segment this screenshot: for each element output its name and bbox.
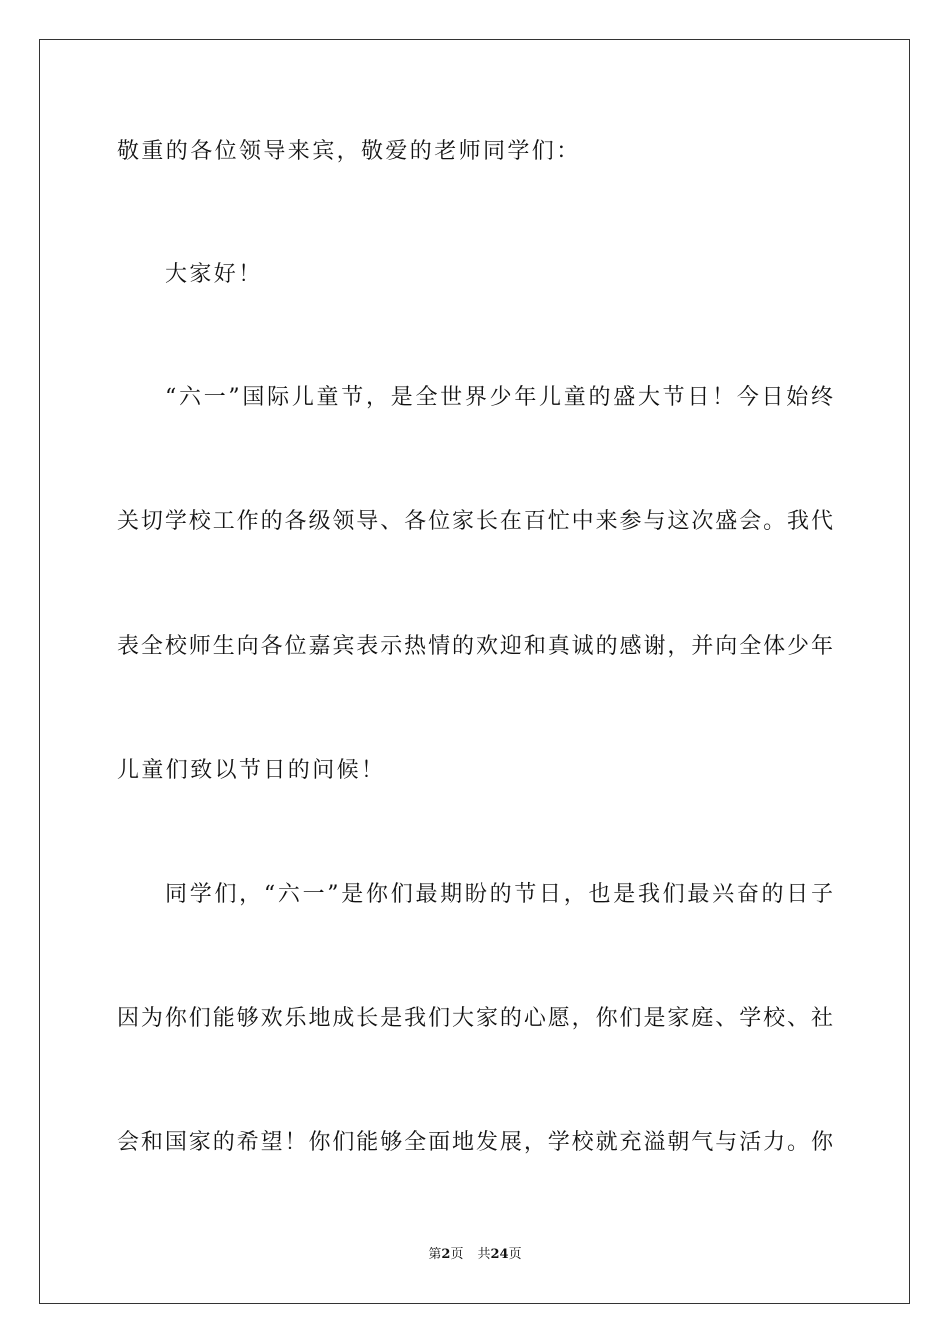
page-footer: [0, 1246, 950, 1264]
page-suffix: 页: [450, 1247, 464, 1262]
paragraph-2-line-2: 因为你们能够欢乐地成长是我们大家的心愿，你们是家庭、学校、社: [117, 1006, 833, 1031]
paragraph-2-line-3: 会和国家的希望！你们能够全面地发展，学校就充溢朝气与活力。你: [117, 1130, 833, 1155]
paragraph-1-line-2: 关切学校工作的各级领导、各位家长在百忙中来参与这次盛会。我代: [117, 509, 833, 534]
paragraph-2-line-1: 同学们，“六一”是你们最期盼的节日，也是我们最兴奋的日子: [165, 882, 833, 907]
total-pages: 24: [490, 1247, 509, 1262]
page-number: 2: [441, 1247, 451, 1262]
paragraph-1-line-1: “六一”国际儿童节，是全世界少年儿童的盛大节日！今日始终: [165, 385, 833, 410]
paragraph-1-line-3: 表全校师生向各位嘉宾表示热情的欢迎和真诚的感谢，并向全体少年: [117, 634, 833, 659]
page-prefix: 第: [428, 1247, 442, 1262]
page-frame: [39, 39, 910, 1304]
greeting-line: 大家好！: [165, 262, 263, 287]
paragraph-1-line-4: 儿童们致以节日的问候！: [117, 758, 386, 783]
total-suffix: 页: [508, 1247, 522, 1262]
total-prefix: 共: [477, 1247, 491, 1262]
salutation-line: 敬重的各位领导来宾，敬爱的老师同学们：: [117, 139, 581, 164]
